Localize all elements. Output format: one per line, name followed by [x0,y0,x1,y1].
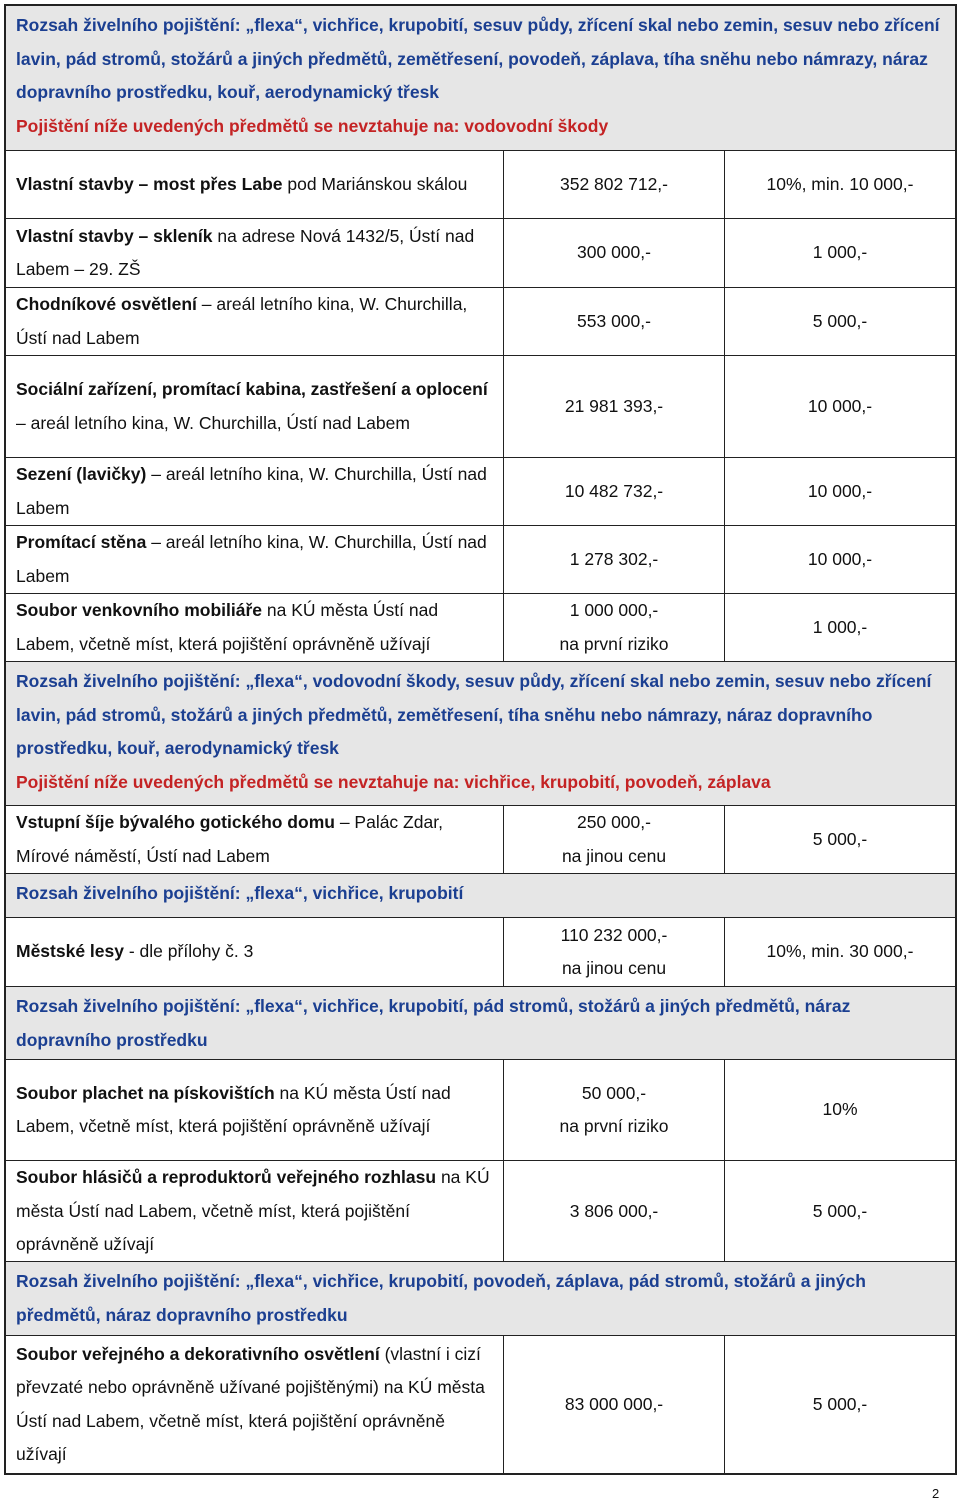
coverage-exclusion-text: Pojištění níže uvedených předmětů se nevztahuje na: vodovodní škody [16,115,609,136]
insured-item-cell [6,594,504,661]
insured-sum-basis: na první riziko [559,1116,669,1136]
deductible-cell [725,594,955,661]
deductible-value: 10%, min. 10 000,- [766,173,914,194]
deductible-value: 10 000,- [807,548,873,569]
deductible-cell [725,151,955,218]
deductible-value: 10 000,- [807,480,873,501]
deductible-cell [725,356,955,457]
insured-item-cell [6,1161,504,1262]
coverage-scope-header [6,873,955,917]
deductible-value: 5 000,- [812,1200,868,1221]
table-row [6,593,955,661]
insured-sum-value: 1 278 302,- [569,548,659,569]
deductible-value: 5 000,- [812,828,868,849]
insured-item-location: – areál letního kina, W. Churchilla, Ústí nad Labem [16,294,468,348]
table-row [6,218,955,287]
insured-item-cell [6,288,504,355]
insured-item-location: – Palác Zdar, Mírové náměstí, Ústí nad Labem [16,812,443,866]
deductible-cell [725,918,955,986]
insured-sum-basis: na jinou cenu [561,845,667,866]
insurance-coverage-table [4,4,957,1475]
insured-item-location: - dle přílohy č. 3 [124,941,254,962]
deductible-cell [725,219,955,287]
insured-sum-cell [504,806,725,873]
insured-item-location: na KÚ města Ústí nad Labem, včetně míst, která pojištění oprávněně užívají [16,1167,490,1254]
insured-sum-cell [504,526,725,593]
insured-sum-value: 250 000,- [577,812,651,832]
deductible-cell [725,1161,955,1262]
insured-item-location: – areál letního kina, W. Churchilla, Ústí nad Labem [16,412,410,433]
table-row [6,287,955,355]
insured-sum-value: 83 000 000,- [564,1393,664,1414]
coverage-scope-header [6,1261,955,1335]
insured-item-cell [6,806,504,873]
insured-item-cell [6,918,504,986]
coverage-scope-header [6,6,955,150]
insured-item-cell [6,1060,504,1160]
table-row [6,355,955,457]
table-row [6,150,955,218]
deductible-value: 5 000,- [812,310,868,331]
insured-sum-basis: na jinou cenu [561,958,667,978]
insured-sum-value: 10 482 732,- [564,480,664,501]
table-row [6,1059,955,1160]
insured-sum-cell [504,288,725,355]
insured-sum-value: 3 806 000,- [569,1200,659,1221]
coverage-scope-text: Rozsah živelního pojištění: „flexa“, vichřice, krupobití, sesuv půdy, zřícení skal nebo zemin, sesuv nebo zřícení lavin, pád stromů, stožárů a jiných předmětů, zemětřesení, povodeň, záplava, tíha sněhu nebo námrazy, náraz dopravního prostředku, kouř, aerodynamický třesk [16,15,940,102]
insured-sum-cell [504,1161,725,1262]
insured-sum-cell [504,1336,725,1473]
insured-item-name: Městské lesy [16,941,124,962]
deductible-cell [725,1336,955,1473]
deductible-cell [725,1060,955,1160]
insured-sum-basis: na první riziko [559,633,669,654]
insured-item-location: pod Mariánskou skálou [282,173,468,194]
table-row [6,1160,955,1261]
insured-sum-cell [504,458,725,525]
deductible-cell [725,806,955,873]
table-row [6,917,955,986]
insured-item-name: Soubor plachet na pískovištích [16,1082,275,1103]
deductible-cell [725,288,955,355]
insured-sum-cell [504,594,725,661]
insured-item-location: na KÚ města Ústí nad Labem, včetně míst, která pojištění oprávněně užívají [16,1082,451,1136]
coverage-scope-header [6,661,955,805]
insured-item-name: Soubor veřejného a dekorativního osvětlení [16,1343,380,1364]
insured-item-name: Chodníkové osvětlení [16,294,197,314]
insured-item-name: Vstupní šíje bývalého gotického domu [16,812,335,832]
insured-item-cell [6,1336,504,1473]
insured-item-location: – areál letního kina, W. Churchilla, Ústí nad Labem [16,464,487,518]
insured-item-cell [6,526,504,593]
deductible-value: 10%, min. 30 000,- [766,941,914,962]
insured-item-name: Soubor hlásičů a reproduktorů veřejného rozhlasu [16,1167,437,1187]
coverage-scope-text: Rozsah živelního pojištění: „flexa“, vichřice, krupobití, pád stromů, stožárů a jiných předmětů, náraz dopravního prostředku [16,996,851,1050]
insured-sum-cell [504,918,725,986]
table-row [6,805,955,873]
insured-item-location: na KÚ města Ústí nad Labem, včetně míst, která pojištění oprávněně užívají [16,600,439,654]
deductible-cell [725,458,955,525]
deductible-value: 10 000,- [807,395,873,416]
insured-item-name: Sociální zařízení, promítací kabina, zastřešení a oplocení [16,379,488,399]
insured-sum-value: 553 000,- [577,310,651,331]
coverage-scope-text: Rozsah živelního pojištění: „flexa“, vichřice, krupobití, povodeň, záplava, pád stromů, stožárů a jiných předmětů, náraz dopravního prostředku [16,1271,866,1325]
coverage-scope-text: Rozsah živelního pojištění: „flexa“, vichřice, krupobití [16,883,464,903]
insured-sum-value: 110 232 000,- [560,924,668,945]
deductible-value: 1 000,- [812,616,868,637]
insured-sum-cell [504,1060,725,1160]
deductible-value: 10% [822,1099,858,1120]
insured-sum-cell [504,356,725,457]
insured-item-name: Promítací stěna [16,532,147,552]
coverage-exclusion-text: Pojištění níže uvedených předmětů se nevztahuje na: vichřice, krupobití, povodeň, záplava [16,771,771,792]
deductible-value: 5 000,- [812,1393,868,1414]
insured-item-location: – areál letního kina, W. Churchilla, Ústí nad Labem [16,532,487,586]
insured-item-name: Sezení (lavičky) [16,464,147,484]
insured-sum-value: 352 802 712,- [559,173,668,194]
insured-sum-value: 300 000,- [577,242,651,263]
insured-item-name: Vlastní stavby – skleník [16,225,213,246]
insured-item-name: Vlastní stavby – most přes Labe [16,173,283,194]
insured-item-location: na adrese Nová 1432/5, Ústí nad Labem – 29. ZŠ [16,225,475,279]
insured-sum-value: 21 981 393,- [564,395,664,416]
insured-sum-value: 1 000 000,- [569,600,659,620]
coverage-scope-text: Rozsah živelního pojištění: „flexa“, vodovodní škody, sesuv půdy, zřícení skal nebo zemin, sesuv nebo zřícení lavin, pád stromů, stožárů a jiných předmětů, zemětřesení, tíha sněhu nebo námrazy, náraz dopravního prostředku, kouř, aerodynamický třesk [16,671,932,758]
table-row [6,525,955,593]
page-number: 2 [932,1486,940,1501]
table-row [6,1335,955,1473]
insured-sum-cell [504,219,725,287]
table-row [6,457,955,525]
insured-item-name: Soubor venkovního mobiliáře [16,600,263,620]
insured-sum-cell [504,151,725,218]
deductible-value: 1 000,- [812,242,868,263]
insured-item-cell [6,356,504,457]
insured-sum-value: 50 000,- [581,1082,647,1103]
deductible-cell [725,526,955,593]
insured-item-cell [6,458,504,525]
insured-item-location: (vlastní i cizí převzaté nebo oprávněně užívané pojištěnými) na KÚ města Ústí nad Labem, včetně míst, která pojištění oprávněně užívají [16,1343,485,1464]
insured-item-cell [6,219,504,287]
coverage-scope-header [6,986,955,1059]
insured-item-cell [6,151,504,218]
